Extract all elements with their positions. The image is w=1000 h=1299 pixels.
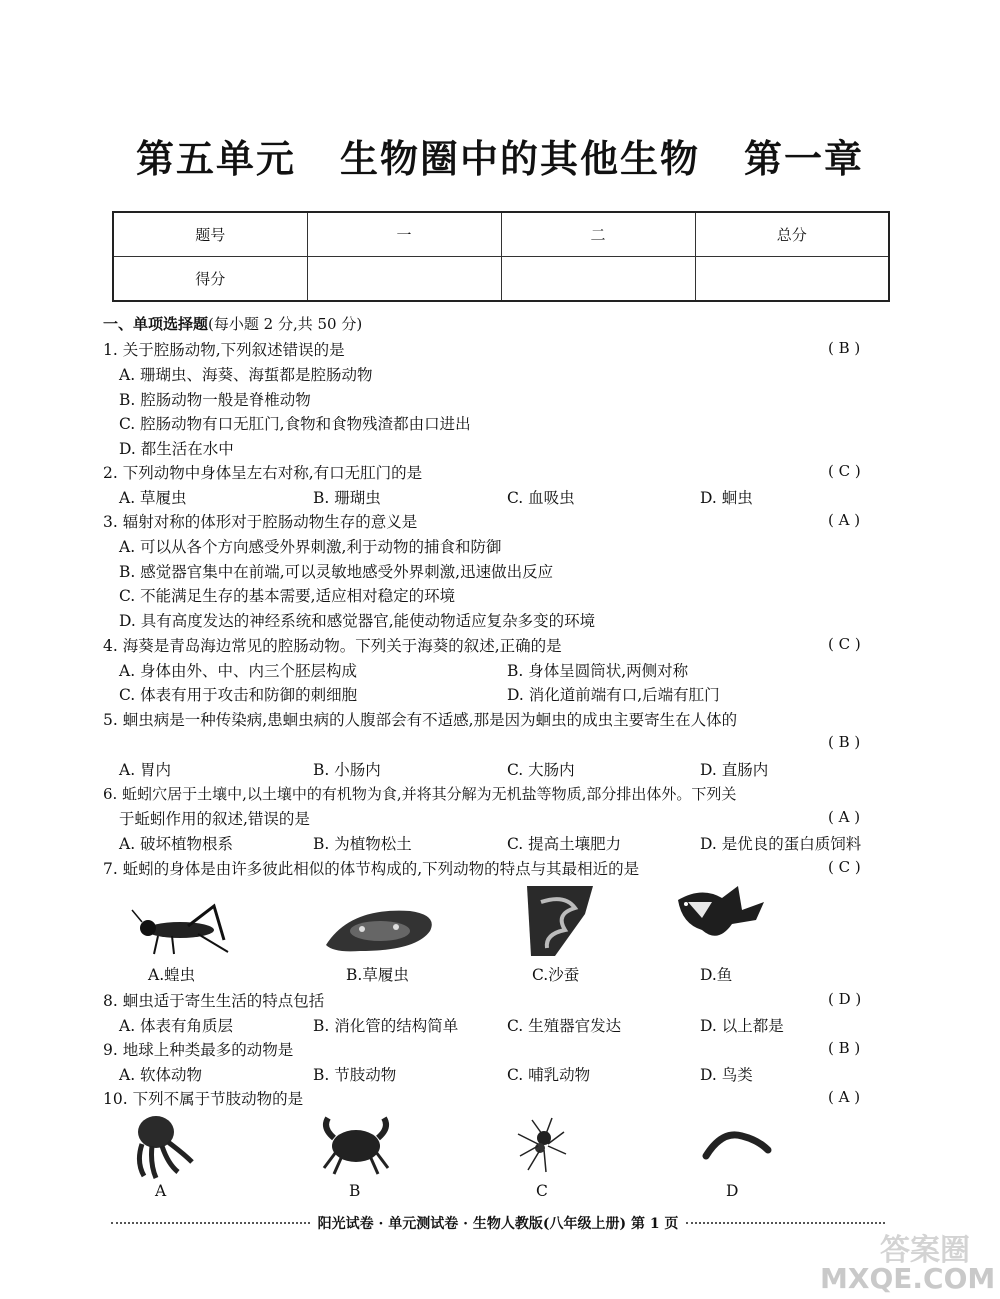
- question-7-caption-d: D.鱼: [700, 966, 733, 984]
- question-8-option-b: B. 消化管的结构简单: [313, 1017, 459, 1035]
- watermark-logo: 答案圈: [880, 1233, 970, 1268]
- question-1-option-b: B. 腔肠动物一般是脊椎动物: [119, 391, 311, 409]
- question-6-answer: ( A ): [828, 808, 861, 826]
- question-10-caption-d: D: [726, 1182, 739, 1200]
- question-10-caption-b: B: [349, 1182, 361, 1200]
- question-7-caption-a: A.蝗虫: [148, 966, 196, 984]
- score-row-label: 得分: [113, 257, 307, 302]
- question-7-answer: ( C ): [828, 858, 861, 876]
- title-chapter: 第一章: [744, 137, 865, 181]
- question-8-stem: 8. 蛔虫适于寄生生活的特点包括: [103, 992, 325, 1010]
- footer-divider-right: [686, 1222, 885, 1224]
- question-9-option-a: A. 软体动物: [119, 1066, 203, 1084]
- question-2-answer: ( C ): [828, 462, 861, 480]
- score-header-cell: 二: [501, 212, 695, 257]
- clam-worm-image: [525, 884, 595, 958]
- question-2-option-c: C. 血吸虫: [507, 489, 575, 507]
- question-7-caption-b: B.草履虫: [346, 966, 409, 984]
- score-table-header-row: [113, 212, 889, 257]
- question-10-caption-a: A: [155, 1182, 167, 1200]
- section-note: (每小题 2 分,共 50 分): [208, 315, 363, 333]
- question-9-answer: ( B ): [828, 1039, 861, 1057]
- question-3-option-c: C. 不能满足生存的基本需要,适应相对稳定的环境: [119, 587, 456, 605]
- question-8-answer: ( D ): [828, 990, 862, 1008]
- question-2-option-d: D. 蛔虫: [700, 489, 753, 507]
- question-1-stem: 1. 关于腔肠动物,下列叙述错误的是: [103, 341, 345, 359]
- question-3-option-b: B. 感觉器官集中在前端,可以灵敏地感受外界刺激,迅速做出反应: [119, 563, 554, 581]
- question-4-answer: ( C ): [828, 635, 861, 653]
- question-8-option-d: D. 以上都是: [700, 1017, 784, 1035]
- score-cell[interactable]: [501, 257, 695, 302]
- question-5-answer: ( B ): [828, 733, 861, 751]
- question-5-option-c: C. 大肠内: [507, 761, 575, 779]
- page-footer: [103, 1213, 893, 1233]
- question-1-answer: ( B ): [828, 339, 861, 357]
- question-9-option-c: C. 哺乳动物: [507, 1066, 591, 1084]
- grasshopper-image: [128, 900, 238, 960]
- spider-image: [514, 1116, 570, 1174]
- question-4-stem: 4. 海葵是青岛海边常见的腔肠动物。下列关于海葵的叙述,正确的是: [103, 637, 562, 655]
- score-header-cell: 题号: [113, 212, 307, 257]
- question-3-option-a: A. 可以从各个方向感受外界刺激,利于动物的捕食和防御: [119, 538, 502, 556]
- question-3-option-d: D. 具有高度发达的神经系统和感觉器官,能使动物适应复杂多变的环境: [119, 612, 596, 630]
- question-4-option-d: D. 消化道前端有口,后端有肛门: [507, 686, 720, 704]
- question-7-stem: 7. 蚯蚓的身体是由许多彼此相似的体节构成的,下列动物的特点与其最相近的是: [103, 860, 640, 878]
- question-10-answer: ( A ): [828, 1088, 861, 1106]
- question-6-stem-line2: 于蚯蚓作用的叙述,错误的是: [119, 810, 310, 828]
- fish-image: [672, 880, 772, 952]
- question-4-option-a: A. 身体由外、中、内三个胚层构成: [119, 662, 358, 680]
- score-header-cell: 一: [307, 212, 501, 257]
- question-8-option-c: C. 生殖器官发达: [507, 1017, 622, 1035]
- question-5-option-b: B. 小肠内: [313, 761, 381, 779]
- question-2-stem: 2. 下列动物中身体呈左右对称,有口无肛门的是: [103, 464, 423, 482]
- question-4-option-c: C. 体表有用于攻击和防御的刺细胞: [119, 686, 358, 704]
- question-10-caption-c: C: [536, 1182, 548, 1200]
- question-6-option-a: A. 破坏植物根系: [119, 835, 234, 853]
- question-3-stem: 3. 辐射对称的体形对于腔肠动物生存的意义是: [103, 513, 418, 531]
- crab-image: [318, 1114, 394, 1178]
- question-7-caption-c: C.沙蚕: [532, 966, 580, 984]
- question-8-option-a: A. 体表有角质层: [119, 1017, 234, 1035]
- question-6-option-c: C. 提高土壤肥力: [507, 835, 622, 853]
- score-table-score-row: [113, 257, 889, 302]
- question-10-stem: 10. 下列不属于节肢动物的是: [103, 1090, 304, 1108]
- footer-divider-left: [111, 1222, 310, 1224]
- question-5-option-a: A. 胃内: [119, 761, 172, 779]
- question-3-answer: ( A ): [828, 511, 861, 529]
- question-5-option-d: D. 直肠内: [700, 761, 769, 779]
- centipede-image: [702, 1126, 772, 1162]
- score-cell[interactable]: [695, 257, 889, 302]
- question-1-option-c: C. 腔肠动物有口无肛门,食物和食物残渣都由口进出: [119, 415, 471, 433]
- title-topic: 生物圈中的其他生物: [339, 137, 700, 181]
- question-6-stem-line1: 6. 蚯蚓穴居于土壤中,以土壤中的有机物为食,并将其分解为无机盐等物质,部分排出体外。下列关: [103, 785, 737, 803]
- question-2-option-b: B. 珊瑚虫: [313, 489, 381, 507]
- section-heading: [103, 313, 362, 334]
- question-4-option-b: B. 身体呈圆筒状,两侧对称: [507, 662, 689, 680]
- question-6-option-d: D. 是优良的蛋白质饲料: [700, 835, 862, 853]
- question-2-option-a: A. 草履虫: [119, 489, 187, 507]
- question-9-option-b: B. 节肢动物: [313, 1066, 397, 1084]
- watermark-url: MXQE.COM: [820, 1262, 996, 1295]
- page-title: [0, 128, 1000, 183]
- question-1-option-a: A. 珊瑚虫、海葵、海蜇都是腔肠动物: [119, 366, 373, 384]
- title-unit: 第五单元: [135, 137, 296, 181]
- question-1-option-d: D. 都生活在水中: [119, 440, 234, 458]
- footer-text: 阳光试卷 · 单元测试卷 · 生物人教版(八年级上册) 第 1 页: [317, 1216, 679, 1232]
- score-table: [112, 211, 890, 302]
- score-cell[interactable]: [307, 257, 501, 302]
- question-9-option-d: D. 鸟类: [700, 1066, 753, 1084]
- octopus-image: [128, 1112, 198, 1180]
- section-title: 一、单项选择题: [103, 315, 209, 333]
- question-9-stem: 9. 地球上种类最多的动物是: [103, 1041, 294, 1059]
- paramecium-image: [320, 905, 440, 955]
- score-header-cell: 总分: [695, 212, 889, 257]
- question-6-option-b: B. 为植物松土: [313, 835, 412, 853]
- question-5-stem: 5. 蛔虫病是一种传染病,患蛔虫病的人腹部会有不适感,那是因为蛔虫的成虫主要寄生在人体的: [103, 711, 738, 729]
